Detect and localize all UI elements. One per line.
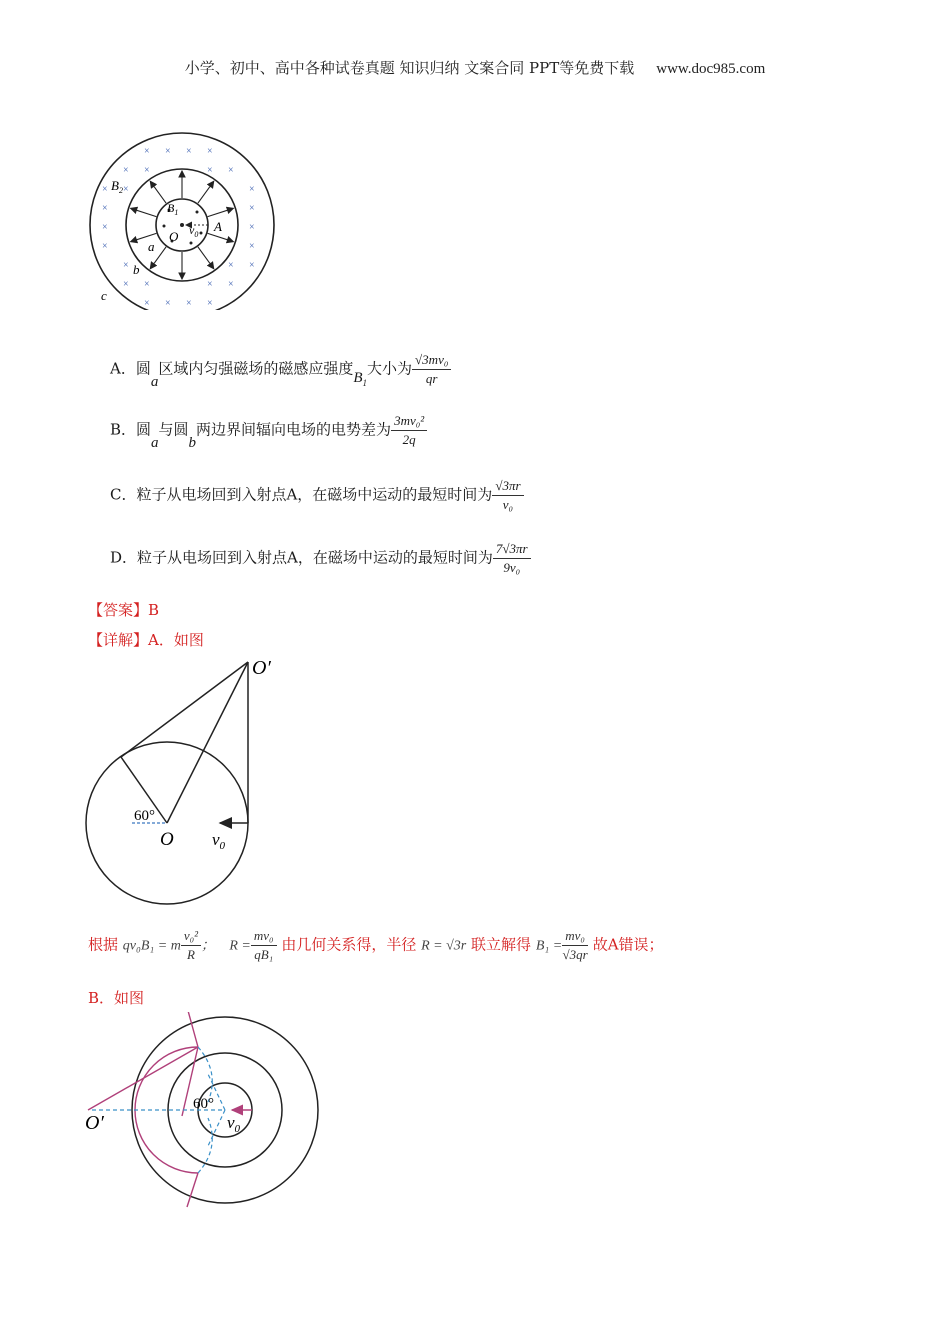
label-B1: $B_1$: [167, 201, 179, 217]
cross-mark: ×: [102, 184, 108, 195]
cross-mark: ×: [102, 203, 108, 214]
label-O: O: [169, 229, 179, 244]
cross-mark: ×: [123, 279, 129, 290]
cross-mark: ×: [186, 298, 192, 309]
formula-line: 根据 qv₀B₁ = m $\frac{\text{v₀²}}{R}$ ； R = $\frac{\text{mv₀}}{\text{qB₁}}$ 由几何关系得，半径 R = √3r 联立解得 B₁ = $\frac{\text{mv₀}}{√3qr}$ 故A错误；: [88, 928, 664, 962]
cross-mark: ×: [249, 241, 255, 252]
page-header: [0, 57, 950, 78]
cross-mark: ×: [165, 146, 171, 157]
label-v0: $v_0$: [189, 223, 199, 239]
cross-mark: ×: [249, 203, 255, 214]
field-arrow: [198, 181, 214, 203]
option-b-fraction: $\frac{\text{3mv₀²}}{2q}$: [391, 413, 427, 448]
cross-mark: ×: [186, 146, 192, 157]
answer-label: 【答案】B: [88, 601, 160, 619]
field-arrow: [198, 247, 214, 269]
label-60deg: 60°: [134, 808, 155, 824]
field-arrow: [208, 233, 234, 241]
cross-mark: ×: [249, 184, 255, 195]
cross-mark: ×: [207, 279, 213, 290]
circle-c: [90, 133, 274, 310]
option-c: C．粒子从电场回到入射点A，在磁场中运动的最短时间为 $\frac{√3\pi r}{\text{v₀}}$: [110, 478, 524, 513]
field-b2-crosses: [102, 146, 255, 309]
label-c: c: [101, 288, 107, 303]
option-c-fraction: $\frac{√3\pi r}{\text{v₀}}$: [492, 478, 523, 513]
header-text: 小学、初中、高中各种试卷真题 知识归纳 文案合同 PPT等免费下载: [184, 59, 635, 77]
figure-geometry-a: [80, 652, 300, 910]
cross-mark: ×: [123, 165, 129, 176]
label-v0: $v_0$: [227, 1113, 241, 1135]
cross-mark: ×: [102, 222, 108, 233]
field-arrow: [150, 181, 166, 203]
label-Oprime: O′: [252, 657, 271, 679]
label-60deg: 60°: [193, 1096, 214, 1112]
label-O: O: [160, 829, 174, 850]
label-A: A: [214, 219, 222, 234]
label-a: a: [148, 239, 155, 254]
cross-mark: ×: [207, 165, 213, 176]
cross-mark: ×: [144, 279, 150, 290]
cross-mark: ×: [144, 298, 150, 309]
cross-mark: ×: [144, 165, 150, 176]
part-b-label: B．如图: [88, 989, 145, 1007]
cross-mark: ×: [144, 146, 150, 157]
option-d: D．粒子从电场回到入射点A，在磁场中运动的最短时间为 $\frac{7√3\pi r}{\text{9v₀}}$: [110, 541, 531, 576]
cross-mark: ×: [228, 279, 234, 290]
cross-mark: ×: [228, 260, 234, 271]
field-arrow: [131, 208, 157, 216]
cross-mark: ×: [165, 298, 171, 309]
cross-mark: ×: [207, 298, 213, 309]
option-a-fraction: $\frac{\text{√3mv₀}}{qr}$: [412, 352, 451, 387]
cross-mark: ×: [123, 260, 129, 271]
cross-mark: ×: [123, 184, 129, 195]
figure-geometry-b: [80, 1012, 330, 1212]
cross-mark: ×: [102, 241, 108, 252]
option-d-fraction: $\frac{7√3\pi r}{\text{9v₀}}$: [493, 541, 531, 576]
option-a: A．圆a区域内匀强磁场的磁感应强度$B_1$大小为 $\frac{\text{√3mv₀}}{qr}$: [110, 352, 451, 387]
figure-magnetic-field-diagram: [85, 130, 285, 310]
label-Oprime: O′: [85, 1112, 104, 1134]
label-b: b: [133, 262, 140, 277]
cross-mark: ×: [207, 146, 213, 157]
label-B2: $B_2$: [111, 178, 123, 195]
cross-mark: ×: [228, 165, 234, 176]
cross-mark: ×: [249, 222, 255, 233]
option-b: B．圆a与圆b两边界间辐向电场的电势差为 $\frac{\text{3mv₀²}}{2q}$: [110, 413, 427, 448]
cross-mark: ×: [249, 260, 255, 271]
field-arrow: [208, 208, 234, 216]
header-site: www.doc985.com: [656, 61, 766, 77]
label-v0: $v_0$: [212, 830, 226, 852]
detail-label: 【详解】A．如图: [88, 631, 204, 649]
